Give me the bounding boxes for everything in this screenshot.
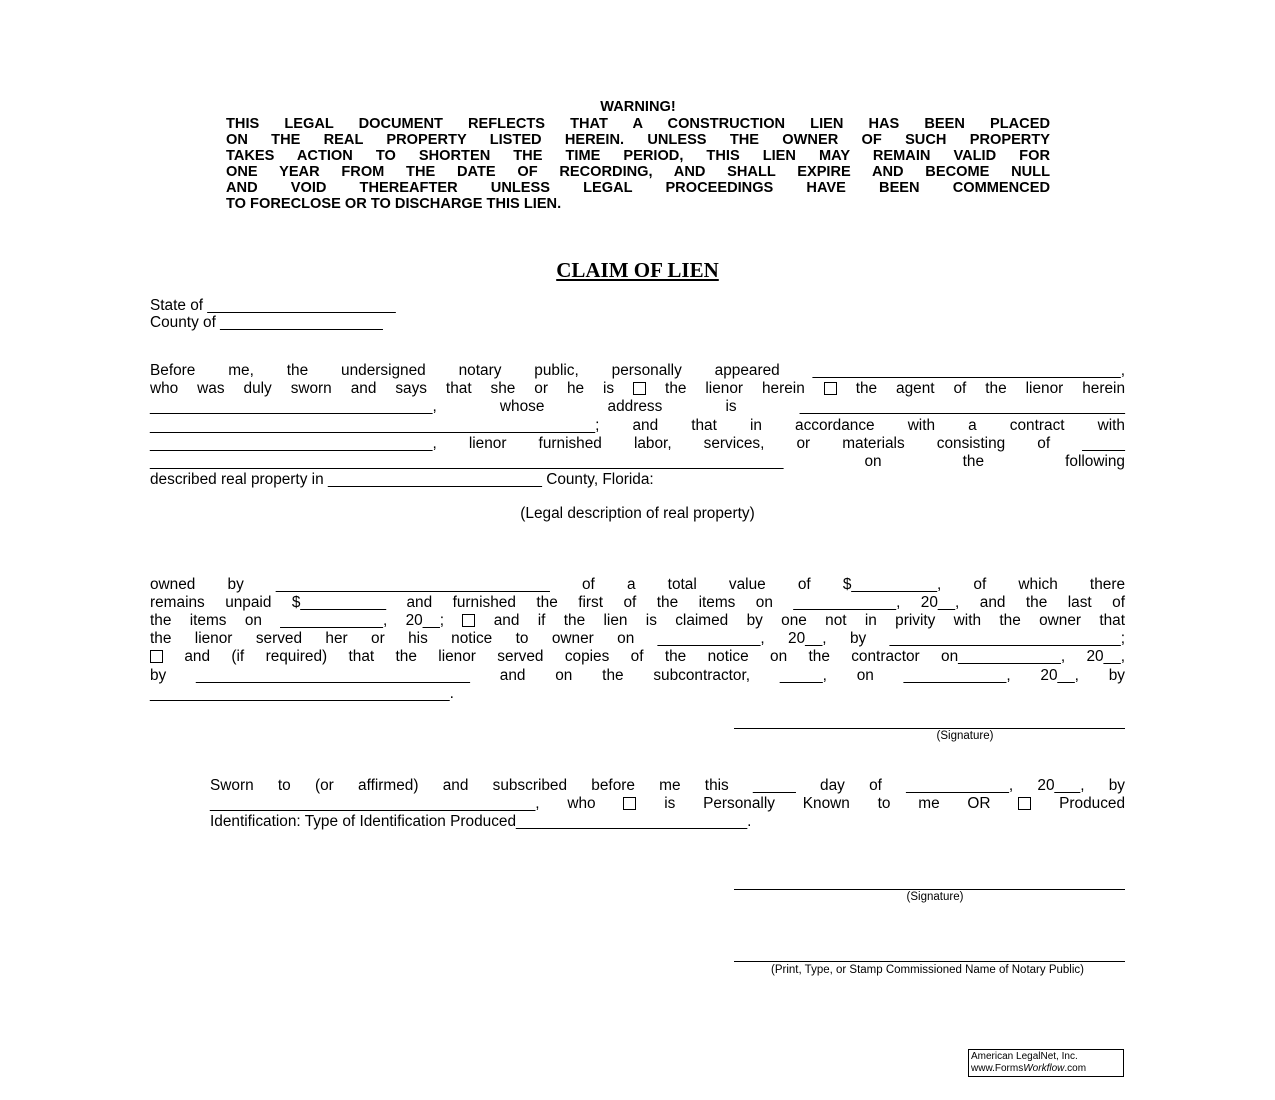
paragraph-line <box>210 777 1125 795</box>
line-text: and (if required) that the lienor served copies of the notice on the contractor on____________, 20__, <box>184 648 1125 666</box>
checkbox[interactable] <box>824 382 837 395</box>
paragraph-line <box>150 594 1125 612</box>
checkbox[interactable] <box>1018 797 1031 810</box>
publisher-name: American LegalNet, Inc. <box>971 1051 1078 1062</box>
paragraph-line <box>150 380 1125 398</box>
paragraph-line <box>150 362 1125 380</box>
line-text: by ________________________________ and on the subcontractor, _____, on ____________, 20__, by <box>150 666 1125 684</box>
signature-caption: (Signature) <box>936 730 994 742</box>
line-text: and if the lien is claimed by one not in privity with the owner that <box>493 612 1126 630</box>
line-text: described real property in _________________________ County, Florida: <box>150 471 654 489</box>
notary-name-caption: (Print, Type, or Stamp Commissioned Name of Notary Public) <box>771 964 1084 976</box>
line-text: Before me, the undersigned notary public, personally appeared ____________________________________, <box>150 362 1125 379</box>
line-text: the lienor served her or his notice to owner on ____________, 20__, by ___________________________; <box>150 630 1125 648</box>
paragraph-line <box>150 648 1125 666</box>
checkbox[interactable] <box>633 382 646 395</box>
line-text: remains unpaid $__________ and furnished the first of the items on ____________, 20__, and the last of <box>150 594 1125 612</box>
warning-line: ON THE REAL PROPERTY LISTED HEREIN. UNLESS THE OWNER OF SUCH PROPERTY <box>226 132 1050 148</box>
line-text: the items on ____________, 20__; <box>150 612 463 630</box>
warning-line: THIS LEGAL DOCUMENT REFLECTS THAT A CONSTRUCTION LIEN HAS BEEN PLACED <box>226 116 1050 132</box>
line-text: ____________________________________________________; and that in accordance with a contract with <box>150 416 1125 434</box>
line-text: Sworn to (or affirmed) and subscribed before me this _____ day of ____________, 20___, by <box>210 777 1125 794</box>
line-text: the agent of the lienor herein <box>855 380 1126 398</box>
notary-name-line[interactable] <box>734 961 1125 962</box>
line-text: who was duly sworn and says that she or he is <box>150 380 634 398</box>
url-part: Workflow <box>1023 1063 1065 1074</box>
notary-signature-line[interactable] <box>734 889 1125 890</box>
paragraph-line <box>150 471 1125 489</box>
paragraph-line <box>150 453 1125 471</box>
line-text: is Personally Known to me OR <box>664 795 1019 812</box>
line-text: the lienor herein <box>665 380 824 398</box>
line-text: _________________________________, lienor furnished labor, services, or materials consisting of _____ <box>150 434 1125 452</box>
line-text: ___________________________________. <box>150 684 454 702</box>
line-text: _________________________________, whose address is ______________________________________ <box>150 398 1125 416</box>
checkbox[interactable] <box>150 650 163 663</box>
paragraph-line <box>210 795 1125 813</box>
paragraph-line <box>150 398 1125 416</box>
paragraph-line <box>150 576 1125 594</box>
warning-line: AND VOID THEREAFTER UNLESS LEGAL PROCEEDINGS HAVE BEEN COMMENCED <box>226 180 1050 196</box>
checkbox[interactable] <box>623 797 636 810</box>
notary-signature-caption: (Signature) <box>906 891 964 903</box>
paragraph-line <box>150 630 1125 648</box>
line-text: Identification: Type of Identification Produced___________________________. <box>210 813 752 830</box>
warning-line: TO FORECLOSE OR TO DISCHARGE THIS LIEN. <box>226 196 562 212</box>
legal-description-label: (Legal description of real property) <box>520 505 755 522</box>
url-part: www.Forms <box>971 1063 1024 1074</box>
url-part: .com <box>1064 1063 1087 1074</box>
paragraph-line <box>150 417 1125 435</box>
warning-line: ONE YEAR FROM THE DATE OF RECORDING, AND SHALL EXPIRE AND BECOME NULL <box>226 164 1050 180</box>
paragraph-line <box>150 685 1125 703</box>
document-title: CLAIM OF LIEN <box>556 258 719 282</box>
warning-title: WARNING! <box>600 99 676 115</box>
paragraph-line <box>150 612 1125 630</box>
line-text: ______________________________________, who <box>210 795 624 812</box>
county-field[interactable]: County of ___________________ <box>150 314 383 331</box>
line-text: __________________________________________________________________________ on the following <box>150 453 1125 470</box>
paragraph-line <box>150 435 1125 453</box>
line-text: owned by ________________________________ of a total value of $__________, of which there <box>150 576 1125 593</box>
paragraph-line <box>210 813 1125 831</box>
publisher-url <box>971 1063 1121 1075</box>
line-text: Produced <box>1059 795 1126 812</box>
signature-line[interactable] <box>734 728 1125 729</box>
state-field[interactable]: State of ______________________ <box>150 297 396 314</box>
warning-line: TAKES ACTION TO SHORTEN THE TIME PERIOD, THIS LIEN MAY REMAIN VALID FOR <box>226 148 1050 164</box>
paragraph-line <box>150 667 1125 685</box>
checkbox[interactable] <box>462 614 475 627</box>
publisher-footer <box>968 1049 1124 1077</box>
